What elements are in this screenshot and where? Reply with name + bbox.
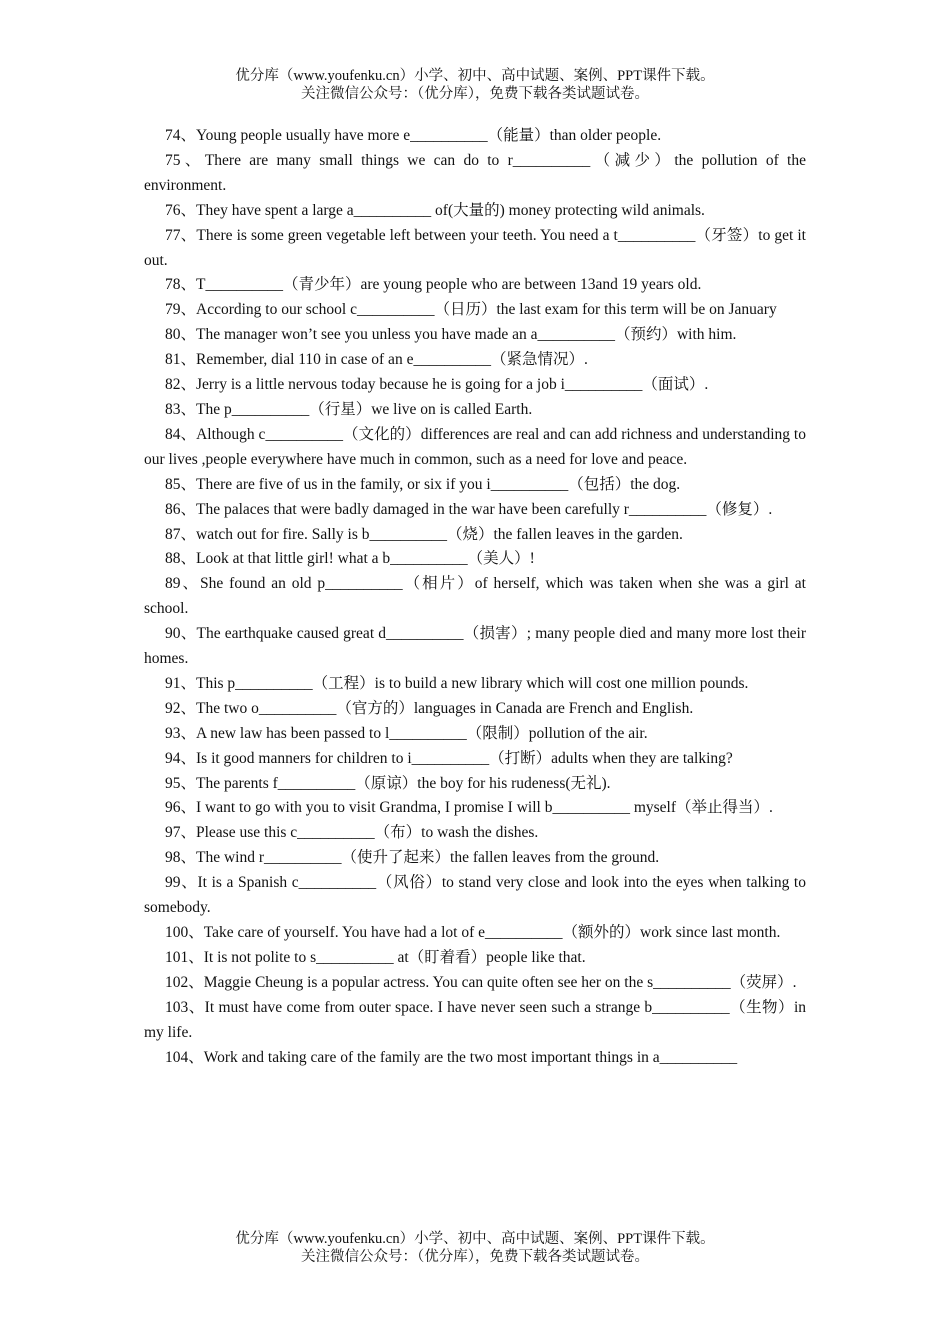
question-item: 81、Remember, dial 110 in case of an e__________（紧急情况）. bbox=[165, 351, 588, 369]
page-footer bbox=[0, 1230, 950, 1266]
header-line-2: 关注微信公众号：（优分库），免费下载各类试题试卷。 bbox=[301, 86, 649, 102]
question-item: 93、A new law has been passed to l__________（限制）pollution of the air. bbox=[165, 724, 648, 742]
question-item: 82、Jerry is a little nervous today because he is going for a job i__________（面试）. bbox=[165, 376, 709, 394]
question-item: 91、This p__________（工程）is to build a new library which will cost one million pounds. bbox=[165, 674, 749, 692]
question-item: 103、It must have come from outer space. I have never seen such a strange b__________（生物）in my life. bbox=[144, 998, 806, 1041]
question-item: 95、The parents f__________（原谅）the boy for his rudeness(无礼). bbox=[165, 774, 611, 792]
question-item: 101、It is not polite to s__________ at（盯着看）people like that. bbox=[165, 948, 586, 966]
page-header bbox=[0, 67, 950, 103]
question-item: 94、Is it good manners for children to i__________（打断）adults when they are talking? bbox=[165, 749, 733, 767]
question-item: 97、Please use this c__________（布）to wash the dishes. bbox=[165, 824, 539, 842]
question-list bbox=[144, 124, 806, 1070]
question-item: 74、Young people usually have more e__________（能量）than older people. bbox=[165, 127, 662, 144]
question-item: 80、The manager won’t see you unless you have made an a__________（预约）with him. bbox=[165, 326, 737, 344]
question-item: 100、Take care of yourself. You have had a lot of e__________（额外的）work since last month. bbox=[165, 924, 781, 941]
question-item: 96、I want to go with you to visit Grandma, I promise I will b__________ myself（举止得当）. bbox=[165, 799, 773, 817]
header-line-1: 优分库（www.youfenku.cn）小学、初中、高中试题、案例、PPT课件下载。 bbox=[235, 68, 715, 84]
question-item: 79、According to our school c__________（日历）the last exam for this term will be on January bbox=[165, 301, 777, 319]
question-item: 77、There is some green vegetable left between your teeth. You need a t__________（牙签）to get it out. bbox=[144, 226, 806, 269]
question-item: 92、The two o__________（官方的）languages in Canada are French and English. bbox=[165, 699, 694, 717]
question-item: 89、She found an old p__________（相片）of herself, which was taken when she was a girl at school. bbox=[144, 575, 806, 618]
question-item: 83、The p__________（行星）we live on is called Earth. bbox=[165, 400, 533, 418]
question-item: 85、There are five of us in the family, or six if you i__________（包括）the dog. bbox=[165, 475, 681, 493]
question-item: 102、Maggie Cheung is a popular actress. You can quite often see her on the s__________（荧屏）. bbox=[165, 973, 797, 991]
footer-line-1: 优分库（www.youfenku.cn）小学、初中、高中试题、案例、PPT课件下载。 bbox=[235, 1231, 715, 1247]
question-item: 90、The earthquake caused great d__________（损害）; many people died and many more lost their homes. bbox=[144, 625, 806, 668]
question-item: 75、There are many small things we can do to r__________（减少）the pollution of the environment. bbox=[144, 151, 806, 194]
question-item: 104、Work and taking care of the family are the two most important things in a__________ bbox=[165, 1048, 738, 1066]
question-item: 98、The wind r__________（使升了起来）the fallen leaves from the ground. bbox=[165, 849, 660, 867]
question-item: 76、They have spent a large a__________ of(大量的) money protecting wild animals. bbox=[165, 201, 705, 219]
question-item: 84、Although c__________（文化的）differences are real and can add richness and understanding to our lives ,people everywhere have much in common, such as a need for love and peace. bbox=[144, 425, 806, 468]
footer-line-2: 关注微信公众号：（优分库），免费下载各类试题试卷。 bbox=[301, 1249, 649, 1265]
question-item: 99、It is a Spanish c__________（风俗）to stand very close and look into the eyes when talking to somebody. bbox=[144, 874, 806, 917]
question-item: 86、The palaces that were badly damaged in the war have been carefully r__________（修复）. bbox=[165, 500, 773, 518]
question-item: 87、watch out for fire. Sally is b__________（烧）the fallen leaves in the garden. bbox=[165, 525, 683, 543]
question-item: 78、T__________（青少年）are young people who are between 13and 19 years old. bbox=[165, 276, 702, 294]
question-item: 88、Look at that little girl! what a b__________（美人）! bbox=[165, 550, 535, 568]
